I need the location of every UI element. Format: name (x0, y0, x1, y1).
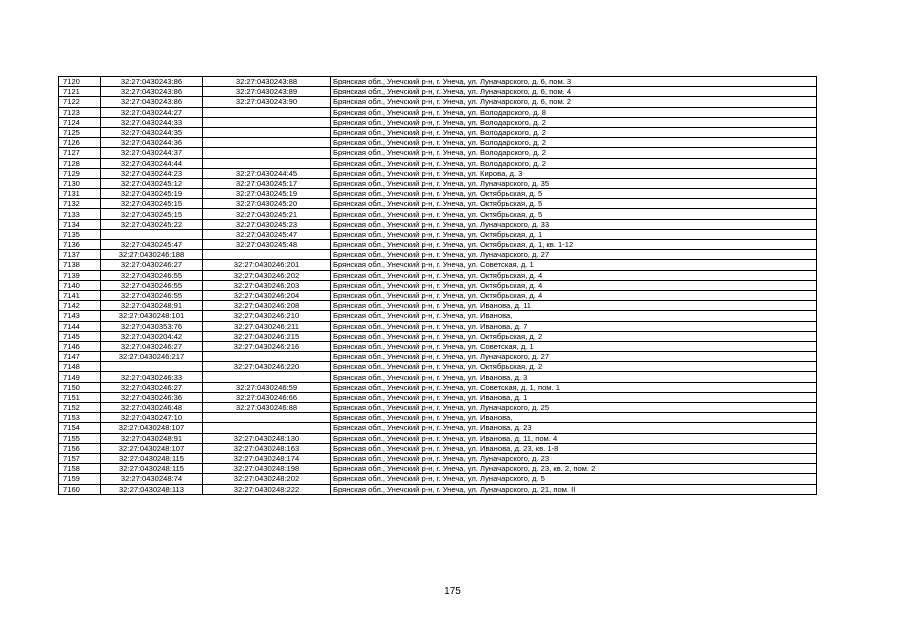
address-cell: Брянская обл., Унечский р-н, г. Унеча, ул. Луначарского, д. 27 (331, 250, 817, 260)
row-number-cell: 7128 (59, 158, 101, 168)
source-cadastral-cell: 32:27:0430353:76 (101, 321, 203, 331)
object-cadastral-cell (203, 138, 331, 148)
address-cell: Брянская обл., Унечский р-н, г. Унеча, ул. Иванова, д. 11 (331, 301, 817, 311)
row-number-cell: 7141 (59, 290, 101, 300)
row-number-cell: 7125 (59, 127, 101, 137)
source-cadastral-cell: 32:27:0430243:86 (101, 87, 203, 97)
object-cadastral-cell (203, 250, 331, 260)
table-row (59, 148, 817, 158)
object-cadastral-cell: 32:27:0430245:23 (203, 219, 331, 229)
table-row (59, 474, 817, 484)
table-row (59, 229, 817, 239)
address-cell: Брянская обл., Унечский р-н, г. Унеча, ул. Володарского, д. 2 (331, 148, 817, 158)
object-cadastral-cell: 32:27:0430248:163 (203, 443, 331, 453)
source-cadastral-cell: 32:27:0430248:91 (101, 433, 203, 443)
source-cadastral-cell: 32:27:0430246:27 (101, 260, 203, 270)
object-cadastral-cell: 32:27:0430246:216 (203, 341, 331, 351)
table-row (59, 392, 817, 402)
source-cadastral-cell: 32:27:0430248:115 (101, 464, 203, 474)
row-number-cell: 7135 (59, 229, 101, 239)
object-cadastral-cell: 32:27:0430246:210 (203, 311, 331, 321)
object-cadastral-cell: 32:27:0430248:202 (203, 474, 331, 484)
address-cell: Брянская обл., Унечский р-н, г. Унеча, ул. Володарского, д. 2 (331, 117, 817, 127)
table-row (59, 311, 817, 321)
object-cadastral-cell: 32:27:0430246:59 (203, 382, 331, 392)
row-number-cell: 7158 (59, 464, 101, 474)
object-cadastral-cell: 32:27:0430248:130 (203, 433, 331, 443)
source-cadastral-cell: 32:27:0430245:12 (101, 178, 203, 188)
source-cadastral-cell: 32:27:0430246:48 (101, 403, 203, 413)
row-number-cell: 7129 (59, 168, 101, 178)
table-row (59, 352, 817, 362)
source-cadastral-cell (101, 362, 203, 372)
row-number-cell: 7136 (59, 240, 101, 250)
object-cadastral-cell: 32:27:0430246:201 (203, 260, 331, 270)
source-cadastral-cell: 32:27:0430245:19 (101, 189, 203, 199)
object-cadastral-cell: 32:27:0430243:89 (203, 87, 331, 97)
row-number-cell: 7157 (59, 453, 101, 463)
row-number-cell: 7132 (59, 199, 101, 209)
row-number-cell: 7160 (59, 484, 101, 494)
address-cell: Брянская обл., Унечский р-н, г. Унеча, ул. Иванова, д. 11, пом. 4 (331, 433, 817, 443)
address-cell: Брянская обл., Унечский р-н, г. Унеча, ул. Октябрьская, д. 2 (331, 331, 817, 341)
source-cadastral-cell: 32:27:0430246:27 (101, 341, 203, 351)
source-cadastral-cell: 32:27:0430248:91 (101, 301, 203, 311)
table-row (59, 158, 817, 168)
object-cadastral-cell: 32:27:0430246:202 (203, 270, 331, 280)
object-cadastral-cell (203, 127, 331, 137)
address-cell: Брянская обл., Унечский р-н, г. Унеча, ул. Луначарского, д. 25 (331, 403, 817, 413)
table-row (59, 280, 817, 290)
address-cell: Брянская обл., Унечский р-н, г. Унеча, ул. Луначарского, д. 23, кв. 2, пом. 2 (331, 464, 817, 474)
address-cell: Брянская обл., Унечский р-н, г. Унеча, ул. Иванова, д. 23, кв. 1-8 (331, 443, 817, 453)
object-cadastral-cell (203, 372, 331, 382)
object-cadastral-cell (203, 423, 331, 433)
address-cell: Брянская обл., Унечский р-н, г. Унеча, ул. Октябрьская, д. 4 (331, 270, 817, 280)
table-row (59, 413, 817, 423)
table-row (59, 423, 817, 433)
address-cell: Брянская обл., Унечский р-н, г. Унеча, ул. Советская, д. 1, пом. 1 (331, 382, 817, 392)
address-cell: Брянская обл., Унечский р-н, г. Унеча, ул. Иванова, (331, 413, 817, 423)
table-row (59, 107, 817, 117)
row-number-cell: 7145 (59, 331, 101, 341)
source-cadastral-cell: 32:27:0430246:55 (101, 280, 203, 290)
page-number: 175 (444, 586, 461, 597)
address-cell: Брянская обл., Унечский р-н, г. Унеча, ул. Иванова, д. 23 (331, 423, 817, 433)
row-number-cell: 7137 (59, 250, 101, 260)
address-cell: Брянская обл., Унечский р-н, г. Унеча, ул. Володарского, д. 2 (331, 127, 817, 137)
table-row (59, 189, 817, 199)
source-cadastral-cell: 32:27:0430244:27 (101, 107, 203, 117)
address-cell: Брянская обл., Унечский р-н, г. Унеча, ул. Октябрьская, д. 2 (331, 362, 817, 372)
table-row (59, 433, 817, 443)
object-cadastral-cell: 32:27:0430245:20 (203, 199, 331, 209)
address-cell: Брянская обл., Унечский р-н, г. Унеча, ул. Октябрьская, д. 5 (331, 209, 817, 219)
row-number-cell: 7147 (59, 352, 101, 362)
address-cell: Брянская обл., Унечский р-н, г. Унеча, ул. Октябрьская, д. 4 (331, 290, 817, 300)
row-number-cell: 7150 (59, 382, 101, 392)
object-cadastral-cell: 32:27:0430243:88 (203, 77, 331, 87)
address-cell: Брянская обл., Унечский р-н, г. Унеча, ул. Володарского, д. 2 (331, 158, 817, 168)
source-cadastral-cell: 32:27:0430246:36 (101, 392, 203, 402)
object-cadastral-cell: 32:27:0430248:222 (203, 484, 331, 494)
object-cadastral-cell: 32:27:0430246:215 (203, 331, 331, 341)
address-cell: Брянская обл., Унечский р-н, г. Унеча, ул. Октябрьская, д. 1, кв. 1-12 (331, 240, 817, 250)
row-number-cell: 7123 (59, 107, 101, 117)
table-row (59, 97, 817, 107)
row-number-cell: 7144 (59, 321, 101, 331)
table-row (59, 250, 817, 260)
source-cadastral-cell: 32:27:0430244:44 (101, 158, 203, 168)
object-cadastral-cell: 32:27:0430246:204 (203, 290, 331, 300)
table-row (59, 178, 817, 188)
object-cadastral-cell: 32:27:0430245:21 (203, 209, 331, 219)
source-cadastral-cell (101, 229, 203, 239)
source-cadastral-cell: 32:27:0430248:107 (101, 443, 203, 453)
address-cell: Брянская обл., Унечский р-н, г. Унеча, ул. Луначарского, д. 5 (331, 474, 817, 484)
row-number-cell: 7146 (59, 341, 101, 351)
source-cadastral-cell: 32:27:0430246:55 (101, 270, 203, 280)
table-row (59, 168, 817, 178)
row-number-cell: 7154 (59, 423, 101, 433)
object-cadastral-cell: 32:27:0430245:17 (203, 178, 331, 188)
address-cell: Брянская обл., Унечский р-н, г. Унеча, ул. Октябрьская, д. 4 (331, 280, 817, 290)
object-cadastral-cell: 32:27:0430245:19 (203, 189, 331, 199)
row-number-cell: 7133 (59, 209, 101, 219)
source-cadastral-cell: 32:27:0430246:27 (101, 382, 203, 392)
object-cadastral-cell: 32:27:0430246:220 (203, 362, 331, 372)
row-number-cell: 7148 (59, 362, 101, 372)
source-cadastral-cell: 32:27:0430244:36 (101, 138, 203, 148)
table-row (59, 301, 817, 311)
table-row (59, 138, 817, 148)
object-cadastral-cell (203, 107, 331, 117)
object-cadastral-cell: 32:27:0430248:174 (203, 453, 331, 463)
row-number-cell: 7122 (59, 97, 101, 107)
object-cadastral-cell (203, 413, 331, 423)
address-cell: Брянская обл., Унечский р-н, г. Унеча, ул. Иванова, д. 3 (331, 372, 817, 382)
row-number-cell: 7130 (59, 178, 101, 188)
row-number-cell: 7142 (59, 301, 101, 311)
address-cell: Брянская обл., Унечский р-н, г. Унеча, ул. Кирова, д. 3 (331, 168, 817, 178)
address-cell: Брянская обл., Унечский р-н, г. Унеча, ул. Советская, д. 1 (331, 341, 817, 351)
table-row (59, 453, 817, 463)
row-number-cell: 7120 (59, 77, 101, 87)
source-cadastral-cell: 32:27:0430245:15 (101, 209, 203, 219)
source-cadastral-cell: 32:27:0430248:115 (101, 453, 203, 463)
address-cell: Брянская обл., Унечский р-н, г. Унеча, ул. Луначарского, д. 33 (331, 219, 817, 229)
source-cadastral-cell: 32:27:0430244:35 (101, 127, 203, 137)
table-row (59, 321, 817, 331)
object-cadastral-cell: 32:27:0430246:208 (203, 301, 331, 311)
object-cadastral-cell: 32:27:0430243:90 (203, 97, 331, 107)
row-number-cell: 7143 (59, 311, 101, 321)
row-number-cell: 7131 (59, 189, 101, 199)
row-number-cell: 7139 (59, 270, 101, 280)
row-number-cell: 7127 (59, 148, 101, 158)
source-cadastral-cell: 32:27:0430244:33 (101, 117, 203, 127)
source-cadastral-cell: 32:27:0430248:101 (101, 311, 203, 321)
source-cadastral-cell: 32:27:0430248:113 (101, 484, 203, 494)
row-number-cell: 7156 (59, 443, 101, 453)
row-number-cell: 7159 (59, 474, 101, 484)
object-cadastral-cell: 32:27:0430248:198 (203, 464, 331, 474)
row-number-cell: 7124 (59, 117, 101, 127)
address-cell: Брянская обл., Унечский р-н, г. Унеча, ул. Луначарского, д. 23 (331, 453, 817, 463)
address-cell: Брянская обл., Унечский р-н, г. Унеча, ул. Октябрьская, д. 1 (331, 229, 817, 239)
table-row (59, 117, 817, 127)
registry-table (58, 76, 817, 495)
row-number-cell: 7149 (59, 372, 101, 382)
table-row (59, 219, 817, 229)
source-cadastral-cell: 32:27:0430248:107 (101, 423, 203, 433)
source-cadastral-cell: 32:27:0430246:55 (101, 290, 203, 300)
source-cadastral-cell: 32:27:0430245:47 (101, 240, 203, 250)
row-number-cell: 7126 (59, 138, 101, 148)
row-number-cell: 7140 (59, 280, 101, 290)
table-row (59, 464, 817, 474)
table-row (59, 372, 817, 382)
object-cadastral-cell (203, 148, 331, 158)
table-row (59, 290, 817, 300)
object-cadastral-cell: 32:27:0430246:88 (203, 403, 331, 413)
object-cadastral-cell (203, 158, 331, 168)
object-cadastral-cell: 32:27:0430246:66 (203, 392, 331, 402)
address-cell: Брянская обл., Унечский р-н, г. Унеча, ул. Луначарского, д. 6, пом. 2 (331, 97, 817, 107)
address-cell: Брянская обл., Унечский р-н, г. Унеча, ул. Советская, д. 1 (331, 260, 817, 270)
address-cell: Брянская обл., Унечский р-н, г. Унеча, ул. Луначарского, д. 6, пом. 4 (331, 87, 817, 97)
table-row (59, 240, 817, 250)
object-cadastral-cell (203, 117, 331, 127)
address-cell: Брянская обл., Унечский р-н, г. Унеча, ул. Луначарского, д. 27 (331, 352, 817, 362)
table-body (59, 77, 817, 495)
source-cadastral-cell: 32:27:0430243:86 (101, 77, 203, 87)
object-cadastral-cell: 32:27:0430245:47 (203, 229, 331, 239)
table-row (59, 199, 817, 209)
table-row (59, 127, 817, 137)
table-row (59, 362, 817, 372)
source-cadastral-cell: 32:27:0430247:10 (101, 413, 203, 423)
table-row (59, 331, 817, 341)
address-cell: Брянская обл., Унечский р-н, г. Унеча, ул. Октябрьская, д. 5 (331, 199, 817, 209)
row-number-cell: 7153 (59, 413, 101, 423)
table-row (59, 77, 817, 87)
object-cadastral-cell (203, 352, 331, 362)
source-cadastral-cell: 32:27:0430245:22 (101, 219, 203, 229)
source-cadastral-cell: 32:27:0430244:23 (101, 168, 203, 178)
source-cadastral-cell: 32:27:0430245:15 (101, 199, 203, 209)
row-number-cell: 7152 (59, 403, 101, 413)
table-row (59, 382, 817, 392)
table-row (59, 260, 817, 270)
source-cadastral-cell: 32:27:0430246:33 (101, 372, 203, 382)
table-row (59, 87, 817, 97)
source-cadastral-cell: 32:27:0430246:217 (101, 352, 203, 362)
source-cadastral-cell: 32:27:0430244:37 (101, 148, 203, 158)
source-cadastral-cell: 32:27:0430248:74 (101, 474, 203, 484)
source-cadastral-cell: 32:27:0430204:42 (101, 331, 203, 341)
source-cadastral-cell: 32:27:0430243:86 (101, 97, 203, 107)
row-number-cell: 7155 (59, 433, 101, 443)
row-number-cell: 7134 (59, 219, 101, 229)
object-cadastral-cell: 32:27:0430244:45 (203, 168, 331, 178)
address-cell: Брянская обл., Унечский р-н, г. Унеча, ул. Луначарского, д. 35 (331, 178, 817, 188)
address-cell: Брянская обл., Унечский р-н, г. Унеча, ул. Иванова, д. 1 (331, 392, 817, 402)
address-cell: Брянская обл., Унечский р-н, г. Унеча, ул. Октябрьская, д. 5 (331, 189, 817, 199)
table-row (59, 484, 817, 494)
address-cell: Брянская обл., Унечский р-н, г. Унеча, ул. Иванова, д. 7 (331, 321, 817, 331)
row-number-cell: 7138 (59, 260, 101, 270)
object-cadastral-cell: 32:27:0430246:211 (203, 321, 331, 331)
address-cell: Брянская обл., Унечский р-н, г. Унеча, ул. Луначарского, д. 21, пом. II (331, 484, 817, 494)
row-number-cell: 7151 (59, 392, 101, 402)
table-row (59, 209, 817, 219)
table-row (59, 403, 817, 413)
address-cell: Брянская обл., Унечский р-н, г. Унеча, ул. Луначарского, д. 6, пом. 3 (331, 77, 817, 87)
address-cell: Брянская обл., Унечский р-н, г. Унеча, ул. Володарского, д. 2 (331, 138, 817, 148)
row-number-cell: 7121 (59, 87, 101, 97)
table-row (59, 341, 817, 351)
object-cadastral-cell: 32:27:0430245:48 (203, 240, 331, 250)
address-cell: Брянская обл., Унечский р-н, г. Унеча, ул. Володарского, д. 8 (331, 107, 817, 117)
table-row (59, 270, 817, 280)
object-cadastral-cell: 32:27:0430246:203 (203, 280, 331, 290)
address-cell: Брянская обл., Унечский р-н, г. Унеча, ул. Иванова, (331, 311, 817, 321)
table-row (59, 443, 817, 453)
source-cadastral-cell: 32:27:0430246:188 (101, 250, 203, 260)
